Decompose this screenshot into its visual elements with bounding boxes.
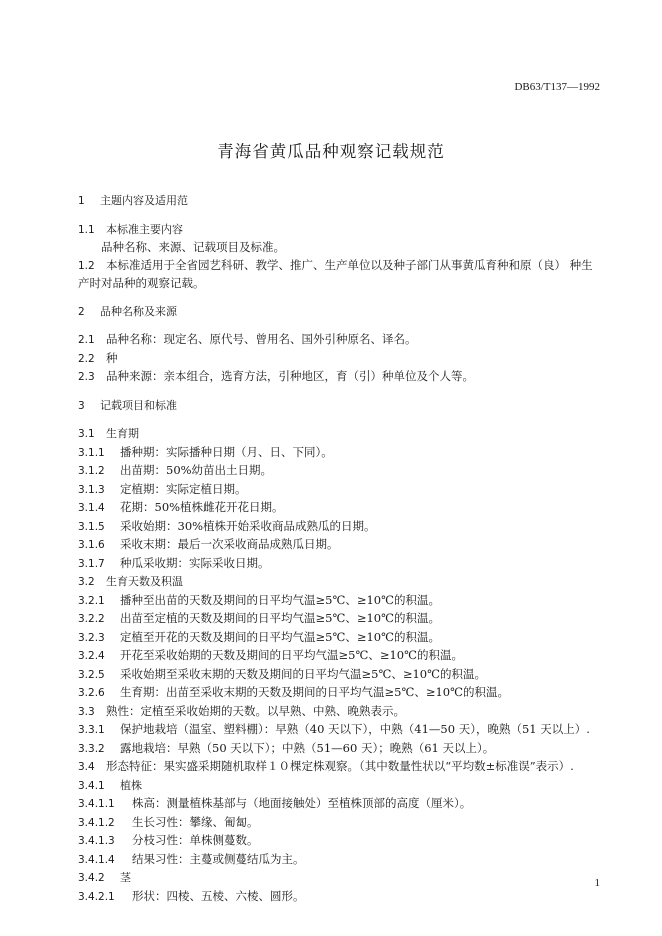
section-3-4-1-heading: 3.4.1 植株 — [78, 778, 142, 792]
section-2-heading: 2 品种名称及来源 — [78, 304, 177, 318]
list-item: 3.2.2 出苗至定植的天数及期间的日平均气温≥5℃、≥10℃的积温。 — [78, 611, 440, 625]
list-item: 3.3.2 露地栽培：早熟（50 天以下）；中熟（51—60 天）；晚熟（61 天以上）。 — [78, 740, 495, 755]
section-1-heading: 1 主题内容及适用范 — [78, 194, 188, 207]
list-item: 3.2.1 播种至出苗的天数及期间的日平均气温≥5℃、≥10℃的积温。 — [78, 592, 440, 607]
section-3-4-1-list — [78, 795, 606, 869]
list-item: 3.4.1.4 结果习性：主蔓或侧蔓结瓜为主。 — [78, 851, 305, 866]
list-item: 3.2.6 生育期：出苗至采收末期的天数及期间的日平均气温≥5℃、≥10℃的积温。 — [78, 685, 509, 699]
document-body — [78, 192, 606, 906]
list-item: 3.1.4 花期：50%植株雌花开花日期。 — [78, 500, 284, 514]
section-2-2: 2.2 种 — [78, 350, 118, 365]
section-1-2-text: 1.2 本标准适用于全省园艺科研、教学、推广、生产单位以及种子部门从事黄瓜育种和原（良） 种生 — [78, 257, 593, 272]
list-item: 3.4.2.1 形状：四棱、五棱、六棱、圆形。 — [78, 888, 305, 903]
section-2-1: 2.1 品种名称：现定名、原代号、曾用名、国外引种原名、译名。 — [78, 332, 417, 346]
list-item: 3.1.5 采收始期：30%植株开始采收商品成熟瓜的日期。 — [78, 518, 376, 533]
section-3-3: 3.3 熟性：定植至采收始期的天数。以早熟、中熟、晚熟表示。 — [78, 703, 405, 718]
section-3-3-list — [78, 721, 606, 758]
list-item: 3.4.1.3 分枝习性：单株侧蔓数。 — [78, 833, 259, 847]
list-item: 3.1.6 采收末期：最后一次采收商品成熟瓜日期。 — [78, 537, 339, 551]
section-3-4-2-heading: 3.4.2 茎 — [78, 871, 131, 884]
list-item: 3.1.1 播种期：实际播种日期（月、日、下同）。 — [78, 444, 333, 459]
section-1-2-text-cont: 产时对品种的观察记载。 — [78, 276, 205, 290]
section-1-1-text: 品种名称、来源、记载项目及标准。 — [101, 240, 285, 254]
section-3-heading: 3 记载项目和标准 — [78, 398, 177, 412]
section-3-2-heading: 3.2 生育天数及积温 — [78, 575, 183, 588]
list-item: 3.3.1 保护地栽培（温室、塑料棚）：早熟（40 天以下），中熟（41—50 天），晚熟（51 天以上）. — [78, 722, 590, 736]
standard-code: DB63/T137—1992 — [514, 81, 600, 93]
list-item: 3.1.2 出苗期：50%幼苗出土日期。 — [78, 463, 273, 477]
section-3-1-heading: 3.1 生育期 — [78, 427, 139, 440]
list-item: 3.2.4 开花至采收始期的天数及期间的日平均气温≥5℃、≥10℃的积温。 — [78, 648, 463, 662]
list-item: 3.4.1.1 株高：测量植株基部与（地面接触处）至植株顶部的高度（厘米）。 — [78, 796, 472, 810]
list-item: 3.1.7 种瓜采收期：实际采收日期。 — [78, 555, 270, 570]
section-3-1-list — [78, 444, 606, 574]
section-1-1-heading: 1.1 本标准主要内容 — [78, 222, 183, 236]
section-3-4: 3.4 形态特征：果实盛采期随机取样１０棵定株观察。（其中数量性状以“平均数±标准误”表示）. — [78, 759, 574, 773]
page-number: 1 — [594, 877, 600, 889]
list-item: 3.2.5 采收始期至采收末期的天数及期间的日平均气温≥5℃、≥10℃的积温。 — [78, 666, 486, 681]
list-item: 3.4.1.2 生长习性：攀缘、匍匐。 — [78, 814, 259, 829]
section-3-2-list — [78, 592, 606, 703]
section-3-4-2-list — [78, 888, 606, 907]
list-item: 3.2.3 定植至开花的天数及期间的日平均气温≥5℃、≥10℃的积温。 — [78, 629, 440, 644]
list-item: 3.1.3 定植期：实际定植日期。 — [78, 481, 247, 496]
section-2-3: 2.3 品种来源：亲本组合，选育方法，引种地区，育（引）种单位及个人等。 — [78, 369, 474, 383]
document-title: 青海省黄瓜品种观察记载规范 — [217, 142, 445, 161]
